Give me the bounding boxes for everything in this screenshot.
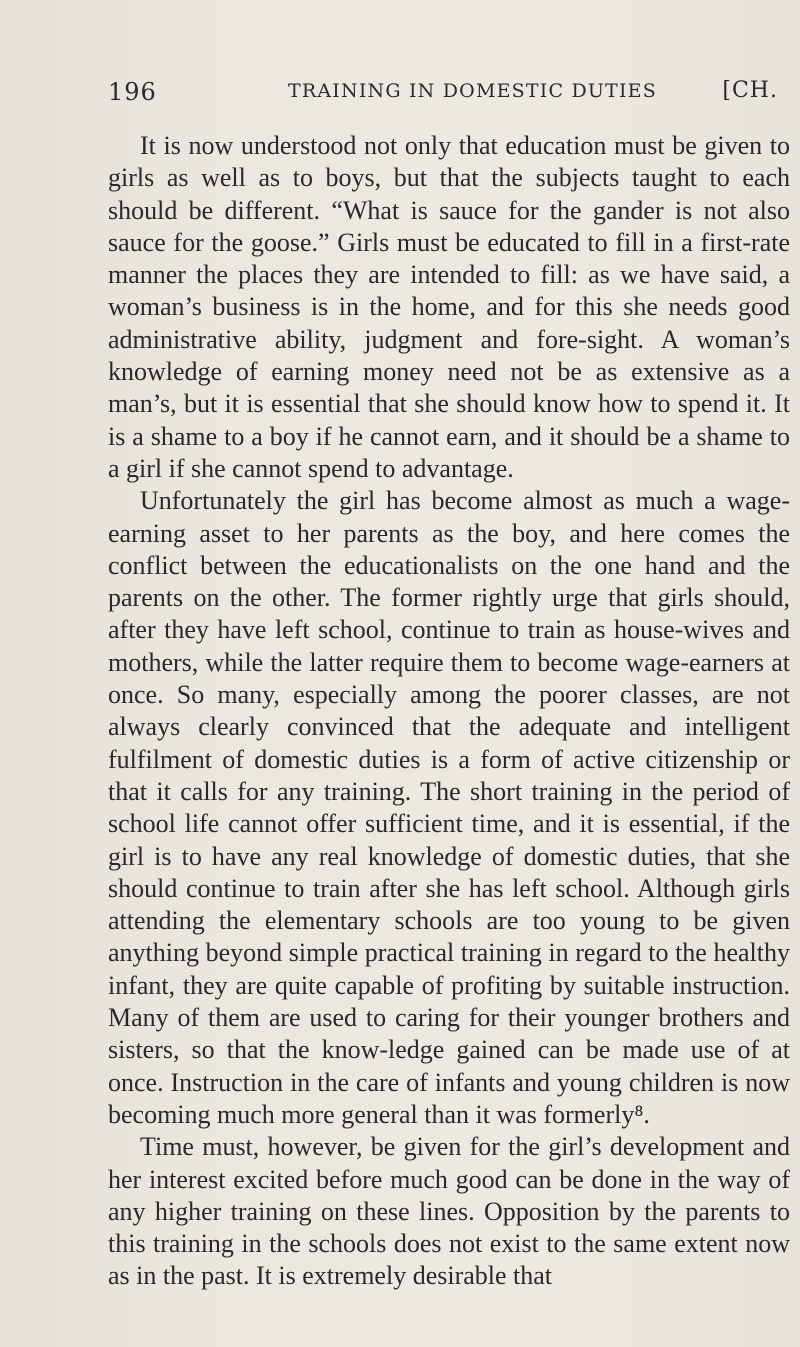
paragraph-1: It is now understood not only that education must be given to girls as well as to boys, but that the subjects taught to each should be different. “What is sauce for the gander is not also sauce for the goose.” Girls must be educated to fill in a first-rate manner the places they are intended to fill: as we have said, a woman’s business is in the home, and for this she needs good administrative ability, judgment and fore-sight. A woman’s knowledge of earning money need not be as extensive as a man’s, but it is essential that she should know how to spend it. It is a shame to a boy if he cannot earn, and it should be a shame to a girl if she cannot spend to advantage. (108, 131, 790, 483)
page-header (108, 78, 790, 114)
chapter-marker: [CH. (722, 78, 778, 103)
body-text (108, 130, 790, 1293)
paragraph-3: Time must, however, be given for the girl’s development and her interest excited before much good can be done in the way of any higher training on these lines. Opposition by the parents to this training in the schools does not exist to the same extent now as in the past. It is extremely desirable that (108, 1132, 790, 1291)
running-title: TRAINING IN DOMESTIC DUTIES (288, 80, 657, 102)
paragraph-2: Unfortunately the girl has become almost as much a wage-earning asset to her parents as the boy, and here comes the conflict between the educationalists on the one hand and the parents on the other. The former rightly urge that girls should, after they have left school, continue to train as house-wives and mothers, while the latter require them to become wage-earners at once. So many, especially among the poorer classes, are not always clearly convinced that the adequate and intelligent fulfilment of domestic duties is a form of active citizenship or that it calls for any training. The short training in the period of school life cannot offer sufficient time, and it is essential, if the girl is to have any real knowledge of domestic duties, that she should continue to train after she has left school. Although girls attending the elementary schools are too young to be given anything beyond simple practical training in regard to the healthy infant, they are quite capable of profiting by suitable instruction. Many of them are used to caring for their younger brothers and sisters, so that the know-ledge gained can be made use of at once. Instruction in the care of infants and young children is now becoming much more general than it was formerly⁸. (108, 486, 790, 1129)
page-number: 196 (108, 78, 157, 106)
